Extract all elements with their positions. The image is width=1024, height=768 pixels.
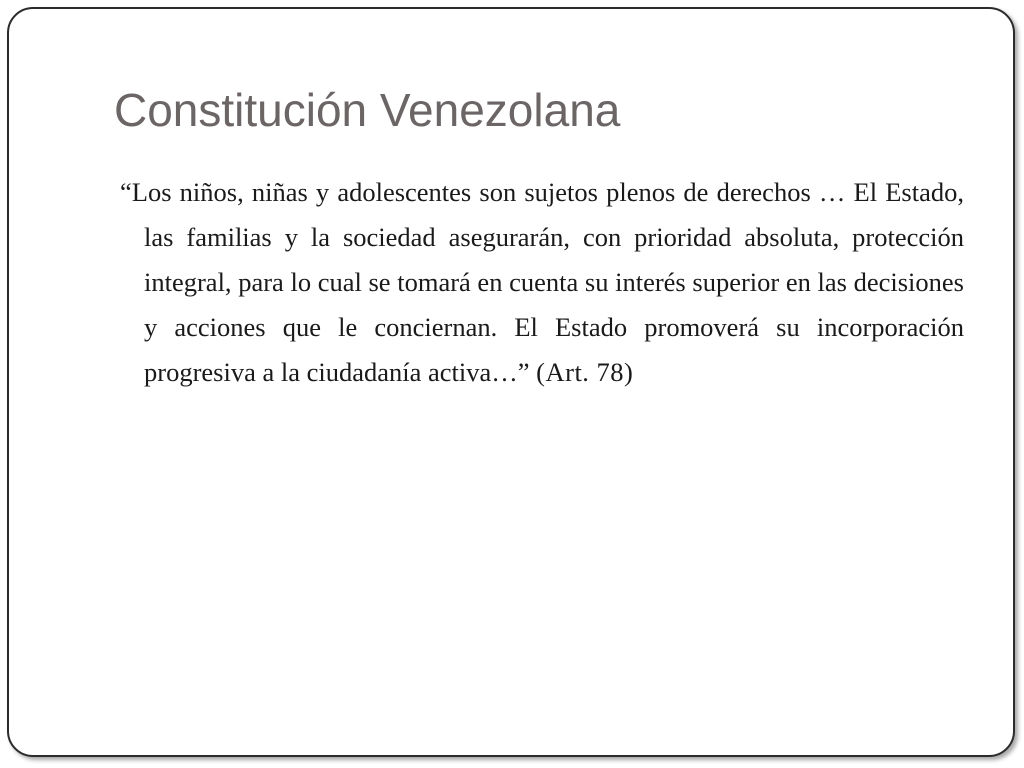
slide-title: Constitución Venezolana [114,84,621,136]
quote-paragraph [120,170,964,395]
quote-text: “Los niños, niñas y adolescentes son sujetos plenos de derechos … El Estado, las familias y la sociedad asegurarán, con prioridad absoluta, protección integral, para lo cual se tomará en cuenta su interés superior en las decisiones y acciones que le conciernan. El Estado promoverá su incorporación progresiva a la ciudadanía activa…” [120,177,964,387]
article-citation: (Art. 78) [536,357,634,387]
